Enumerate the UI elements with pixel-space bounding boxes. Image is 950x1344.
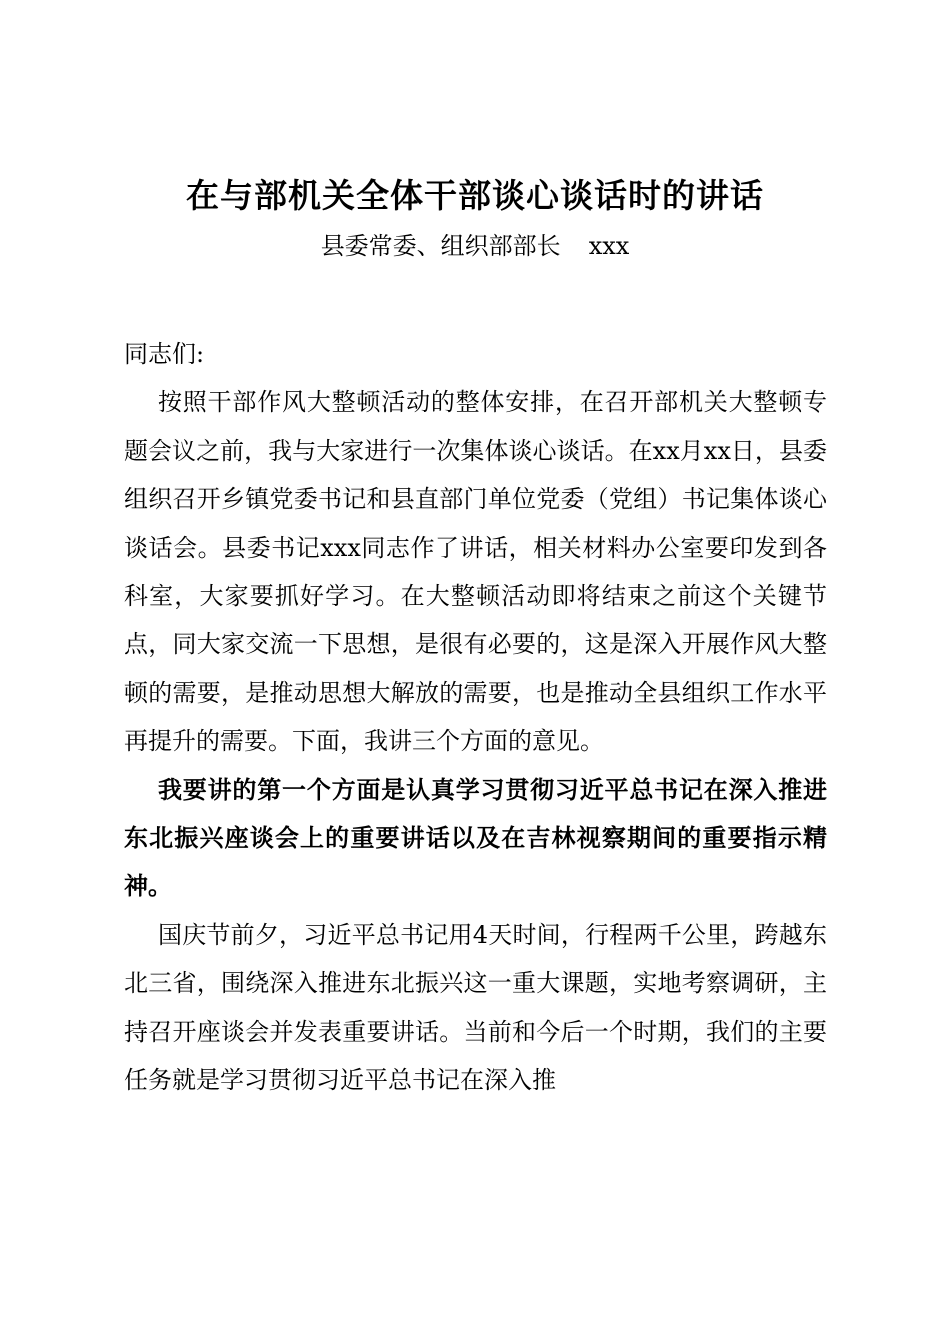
document-body bbox=[124, 330, 827, 1105]
author-role: 县委常委、组织部部长 bbox=[320, 232, 561, 260]
author-name: xxx bbox=[588, 232, 630, 260]
salutation: 同志们: bbox=[124, 340, 205, 368]
author-line bbox=[0, 226, 950, 266]
section-heading-1: 我要讲的第一个方面是认真学习贯彻习近平总书记在深入推进东北振兴座谈会上的重要讲话以及在吉林视察期间的重要指示精神。 bbox=[124, 775, 827, 901]
document-title: 在与部机关全体干部谈心谈话时的讲话 bbox=[186, 176, 764, 215]
paragraph-section-1: 国庆节前夕，习近平总书记用4天时间，行程两千公里，跨越东北三省，围绕深入推进东北振兴这一重大课题，实地考察调研，主持召开座谈会并发表重要讲话。当前和今后一个时期，我们的主要任务就是学习贯彻习近平总书记在深入推 bbox=[124, 920, 827, 1095]
paragraph-intro: 按照干部作风大整顿活动的整体安排，在召开部机关大整顿专题会议之前，我与大家进行一次集体谈心谈话。在xx月xx日，县委组织召开乡镇党委书记和县直部门单位党委（党组）书记集体谈心谈话会。县委书记xxx同志作了讲话，相关材料办公室要印发到各科室，大家要抓好学习。在大整顿活动即将结束之前这个关键节点，同大家交流一下思想，是很有必要的，这是深入开展作风大整顿的需要，是推动思想大解放的需要，也是推动全县组织工作水平再提升的需要。下面，我讲三个方面的意见。 bbox=[124, 388, 827, 756]
